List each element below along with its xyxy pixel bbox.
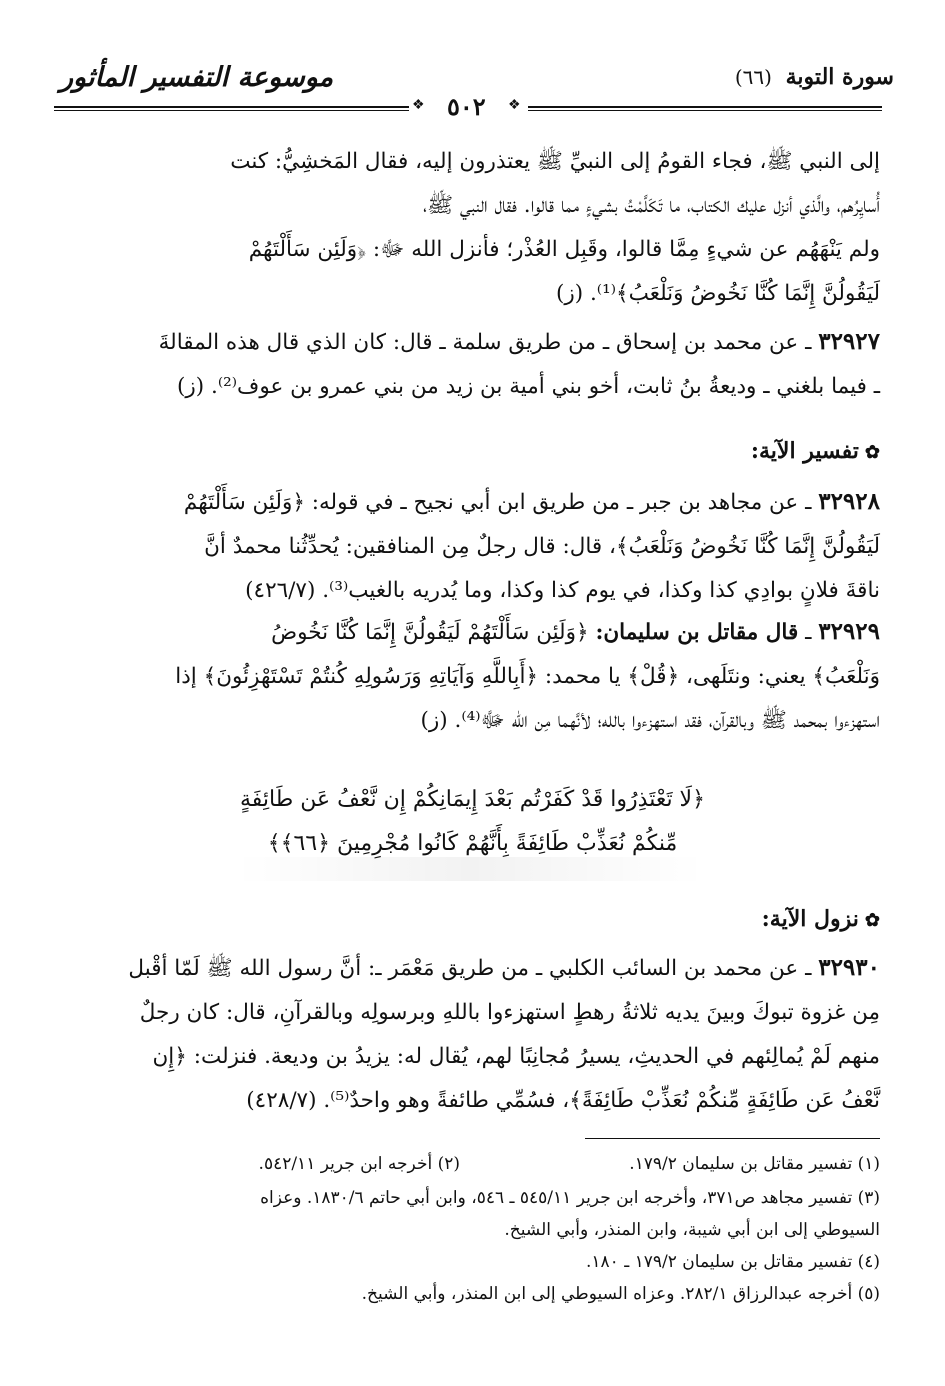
footnote-5: (٥) أخرجه عبدالرزاق ٢٨٢/١. وعزاه السيوطي إلى ابن المنذر، وأبي الشيخ. (361, 1284, 880, 1304)
text-line: وَنَلْعَبُ﴾ يعني: ونتَلَهى، ﴿قُلْ﴾ يا محمد: ﴿أَبِاللَّهِ وَآيَاتِهِ وَرَسُولِهِ كُنتُمْ تَسْتَهْزِئُونَ﴾ إذا (175, 664, 880, 689)
header-rule-left (54, 106, 409, 108)
text-line (65, 320, 880, 365)
scan-smudge (235, 857, 705, 881)
text-span: ـ عن محمد بن إسحاق ـ من طريق سلمة ـ قال: كان الذي قال هذه المقالةَ (158, 330, 812, 355)
surah-heading (735, 64, 894, 90)
text-line (65, 480, 880, 525)
footnote-3-line: السيوطي إلى ابن أبي شيبة، وابن المنذر، وأبي الشيخ. (504, 1220, 880, 1240)
hadith-number: ٣٢٩٢٩ (818, 618, 880, 645)
text-line (65, 946, 880, 991)
flower-icon: ✿ (864, 910, 880, 931)
page-header (52, 58, 894, 128)
section-title: تفسير الآية: (750, 438, 859, 464)
paragraph-1 (65, 140, 880, 316)
text-line: مِن غزوة تبوكَ وبينَ يديه ثلاثةُ رهطٍ استهزءوا باللهِ وبرسولِه وبالقرآنِ، قال: كان رجلٌ (139, 1000, 880, 1025)
footnote-3 (65, 1182, 880, 1246)
footnote-1: (١) تفسير مقاتل بن سليمان ١٧٩/٢. (629, 1154, 880, 1174)
footnotes (65, 1148, 880, 1310)
page-number: ٥٠٢ (447, 92, 486, 121)
footnote-3-line: (٣) تفسير مجاهد ص٣٧١، وأخرجه ابن جرير ٥٤٥/١١ ـ ٥٤٦، وابن أبي حاتم ١٨٣٠/٦. وعزاه (260, 1188, 880, 1208)
text-line: نَّعْفُ عَن طَائِفَةٍ مِّنكُمْ نُعَذِّبْ طَائِفَةً﴾، فسُمِّي طائفةً وهو واحدٌ⁽⁵⁾. (٤٢٨/٧) (246, 1088, 880, 1113)
section-heading (751, 438, 880, 464)
header-rule-left-2 (54, 110, 409, 111)
text-line: لَيَقُولُنَّ إِنَّمَا كُنَّا نَخُوضُ وَنَلْعَبُ﴾، قال: قال رجلٌ مِن المنافقين: يُحدِّثُنا محمدٌ أنَّ (204, 534, 880, 559)
text-line: لَيَقُولُنَّ إِنَّمَا كُنَّا نَخُوضُ وَنَلْعَبُ﴾⁽¹⁾. (ز) (555, 281, 880, 306)
verse-line: مِّنكُمْ نُعَذِّبْ طَائِفَةً بِأَنَّهُمْ كَانُوا مُجْرِمِينَ ﴿٦٦﴾﴾ (267, 831, 678, 856)
header-rule-right-2 (528, 110, 882, 111)
speaker: قال مقاتل بن سليمان: (595, 620, 799, 645)
text-line: ناقةَ فلانٍ بوادِي كذا وكذا، في يوم كذا وكذا، وما يُدريه بالغيب⁽³⁾. (٤٢٦/٧) (245, 578, 880, 603)
verse-line: ﴿لَا تَعْتَذِرُوا قَدْ كَفَرْتُم بَعْدَ إِيمَانِكُمْ إِن نَّعْفُ عَن طَائِفَةٍ (240, 787, 705, 812)
quran-verse (200, 778, 745, 866)
text-line: إلى النبي ﷺ، فجاء القومُ إلى النبيِّ ﷺ يعتذرون إليه، فقال المَخشِيُّ: كنت (230, 149, 880, 174)
text-line: ولم يَنْهَهُم عن شيءٍ مِمَّا قالوا، وقَبِل العُذْر؛ فأنزل الله ﷻ: ﴿وَلَئِن سَأَلْتَهُمْ (248, 237, 880, 262)
footnote-2: (٢) أخرجه ابن جرير ٥٤٢/١١. (258, 1154, 460, 1174)
text-line: ـ فيما بلغني ـ وديعةُ بنُ ثابت، أخو بني أمية بن زيد من بني عمرو بن عوف⁽²⁾. (ز) (177, 374, 880, 399)
ornament-icon: ❖ (508, 97, 521, 113)
text-line: ٣٢٩٢٩ ـ قال مقاتل بن سليمان: ﴿وَلَئِن سَأَلْتَهُمْ لَيَقُولُنَّ إِنَّمَا كُنَّا نَخُوضُ (271, 618, 880, 645)
section-title: نزول الآية: (761, 906, 859, 932)
flower-icon: ✿ (864, 442, 880, 463)
hadith-number: ٣٢٩٣٠ (818, 954, 880, 981)
header-rule-right (528, 106, 882, 108)
ornament-icon: ❖ (412, 97, 425, 113)
paragraph-2 (65, 320, 880, 409)
surah-name: سورة التوبة (785, 64, 894, 90)
paragraph-5 (65, 946, 880, 1123)
text-span: ـ عن محمد بن السائب الكلبي ـ من طريق مَعْمَر ـ: أنَّ رسول الله ﷺ لَمّا أقْبل (128, 956, 812, 981)
footnote-divider (585, 1138, 880, 1139)
text-span: ـ عن مجاهد بن جبر ـ من طريق ابن أبي نجيح ـ في قوله: ﴿وَلَئِن سَأَلْتَهُمْ (183, 490, 812, 515)
hadith-number: ٣٢٩٢٧ (818, 328, 880, 355)
verse-number: (٦٦) (734, 65, 772, 89)
hadith-number: ٣٢٩٢٨ (818, 488, 880, 515)
text-line: أُسايِرُهم، والَّذي أنزل عليك الكتاب، ما تَكَلَّمْتُ بشيءٍ مما قالوا. فقال النبي ﷺ، (422, 193, 880, 218)
paragraph-3 (65, 480, 880, 613)
text-span: ﴿وَلَئِن سَأَلْتَهُمْ لَيَقُولُنَّ إِنَّمَا كُنَّا نَخُوضُ (271, 620, 589, 645)
book-title: موسوعة التفسير المأثور (60, 62, 334, 93)
text-line: منهم لَمْ يُمالِئهم في الحديثِ، يسيرُ مُجانِبًا لهم، يُقال له: يزيدُ بن وديعة. فنزلت: ﴿إِن (152, 1044, 880, 1069)
footnote-4: (٤) تفسير مقاتل بن سليمان ١٧٩/٢ ـ ١٨٠. (586, 1252, 880, 1272)
footnote-row (65, 1148, 880, 1180)
text-line: استهزءوا بمحمد ﷺ وبالقرآن، فقد استهزءوا بالله؛ لأنَّهما مِن الله ﷻ⁽⁴⁾. (ز) (420, 708, 880, 733)
section-heading (762, 906, 880, 932)
paragraph-4 (65, 610, 880, 743)
